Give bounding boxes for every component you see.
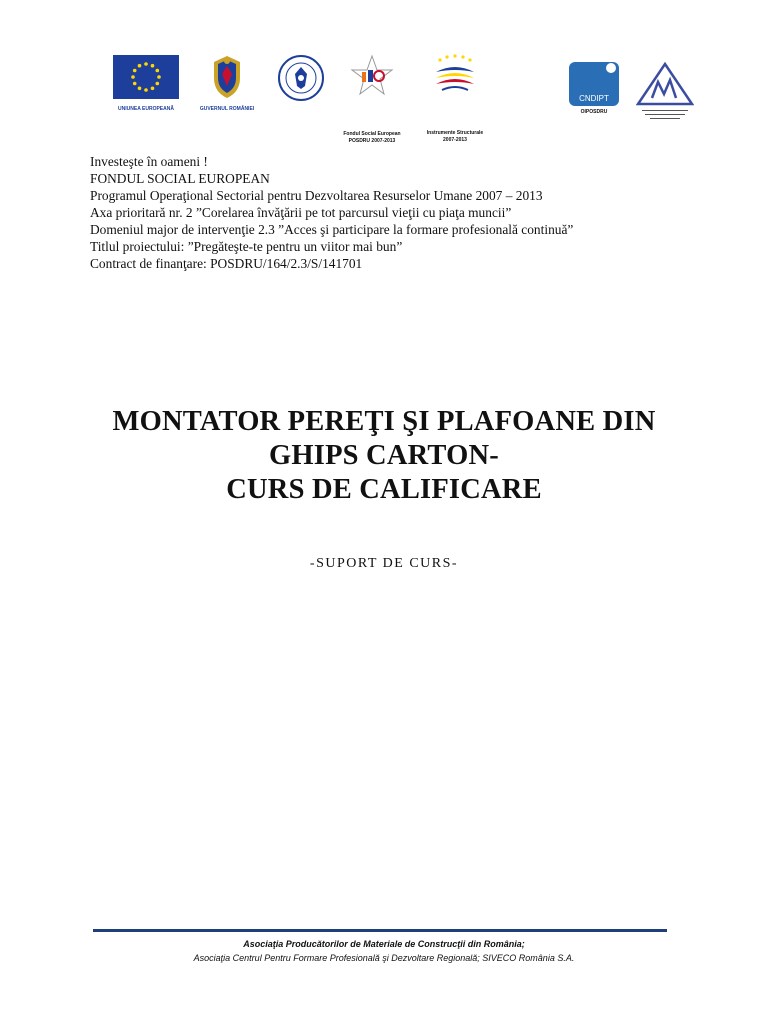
is-caption-2: 2007-2013 (443, 137, 467, 143)
intro-line-2: FONDUL SOCIAL EUROPEAN (90, 171, 270, 186)
cndipt-caption: OIPOSDRU (580, 109, 608, 115)
project-info (90, 153, 573, 272)
logo-bar (104, 48, 704, 144)
title-line-2: GHIPS CARTON- (269, 440, 499, 471)
eu-caption: UNIUNEA EUROPEANĂ (118, 106, 174, 112)
instrumente-structurale-logo (430, 52, 480, 105)
document-title (0, 405, 768, 507)
intro-line-7: Contract de finanţare: POSDRU/164/2.3/S/141701 (90, 256, 363, 271)
cndipt-logo (569, 62, 619, 111)
intro-line-3: Programul Operaţional Sectorial pentru Dezvoltarea Resurselor Umane 2007 – 2013 (90, 188, 543, 203)
coat-of-arms-logo (208, 54, 246, 105)
apmcr-logo (636, 62, 694, 111)
footer (0, 937, 768, 965)
intro-line-4: Axa prioritară nr. 2 ”Corelarea învăţării pe tot parcursul vieţii cu piaţa muncii” (90, 205, 512, 220)
footer-line-1: Asociaţia Producătorilor de Materiale de Construcţii din România; (243, 939, 525, 949)
cndipt-label: CNDIPT (579, 94, 609, 103)
fse-caption-1: Fondul Social European (343, 131, 401, 137)
apmcr-caption-lines (642, 108, 688, 126)
document-subtitle: -SUPORT DE CURS- (309, 556, 459, 571)
intro-line-6: Titlul proiectului: ”Pregăteşte-te pentru un viitor mai bun” (90, 239, 403, 254)
footer-divider (93, 929, 667, 932)
intro-line-5: Domeniul major de intervenţie 2.3 ”Acces şi participare la formare profesională continuă” (90, 222, 574, 237)
intro-line-1: Investeşte în oameni ! (90, 154, 208, 169)
footer-line-2: Asociaţia Centrul Pentru Formare Profesională şi Dezvoltare Regională; SIVECO România S.A. (193, 953, 575, 963)
fse-logo (348, 54, 396, 103)
is-caption-1: Instrumente Structurale (426, 130, 484, 136)
eu-flag-logo (113, 55, 179, 104)
title-line-1: MONTATOR PEREŢI ŞI PLAFOANE DIN (112, 406, 656, 437)
gov-caption: GUVERNUL ROMÂNIEI (199, 106, 255, 112)
title-line-3: CURS DE CALIFICARE (226, 474, 542, 505)
ministry-seal-logo (277, 54, 325, 107)
fse-caption-2: POSDRU 2007-2013 (348, 138, 396, 144)
